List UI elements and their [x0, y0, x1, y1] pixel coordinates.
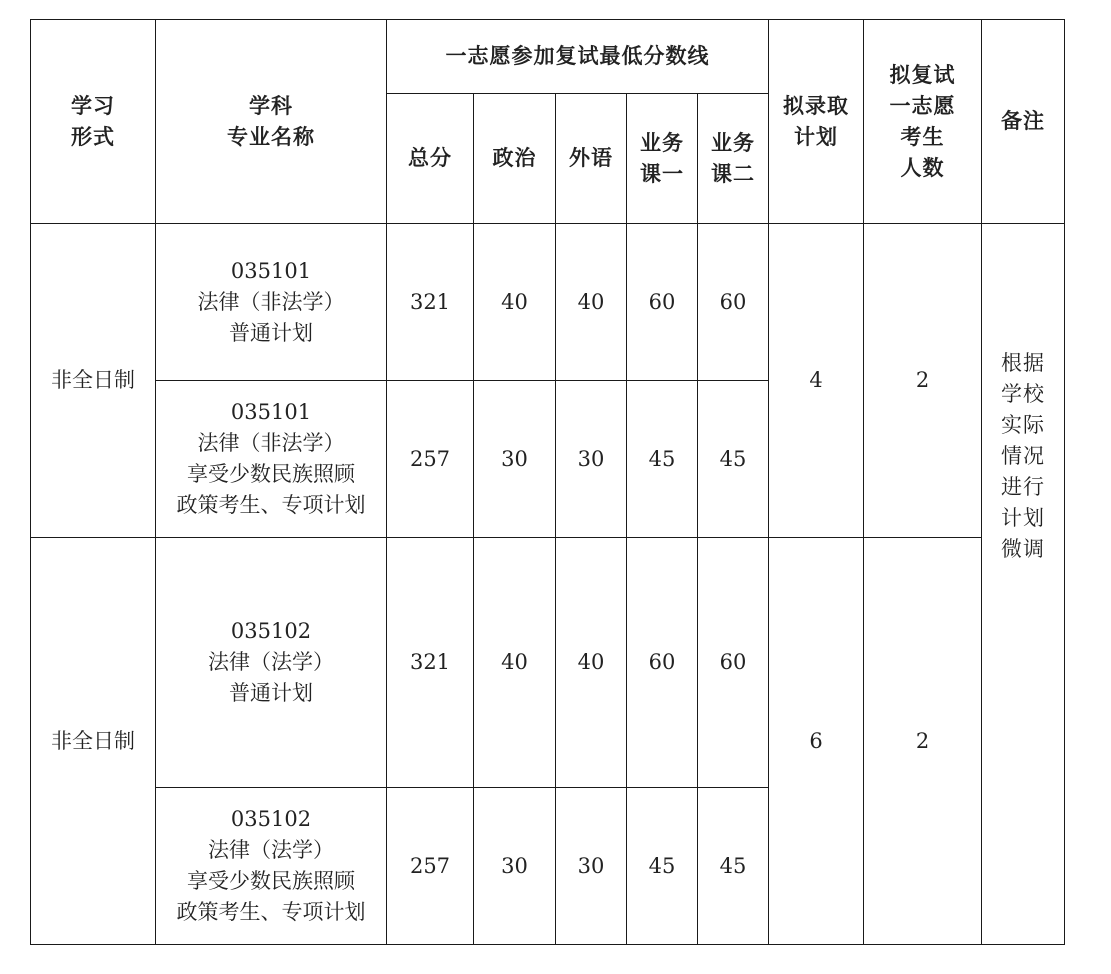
- course-two-score-cell: 45: [698, 788, 769, 945]
- retest-applicants-cell: 2: [864, 538, 982, 945]
- table-row: [31, 224, 1065, 381]
- header-min-score-group: 一志愿参加复试最低分数线: [387, 20, 769, 94]
- header-politics: 政治: [474, 94, 556, 224]
- header-note: 备注: [982, 20, 1065, 224]
- course-one-score-cell: 45: [627, 788, 698, 945]
- header-major-name: 学科 专业名称: [156, 20, 387, 224]
- table-row: [31, 538, 1065, 788]
- major-name-cell: 035101 法律（非法学） 普通计划: [156, 224, 387, 381]
- total-score-cell: 321: [387, 224, 474, 381]
- total-score-cell: 321: [387, 538, 474, 788]
- header-study-form: 学习 形式: [31, 20, 156, 224]
- study-form-cell: 非全日制: [31, 538, 156, 945]
- course-one-score-cell: 45: [627, 381, 698, 538]
- admission-plan-cell: 4: [769, 224, 864, 538]
- course-one-score-cell: 60: [627, 224, 698, 381]
- header-retest-applicants: 拟复试 一志愿 考生 人数: [864, 20, 982, 224]
- total-score-cell: 257: [387, 381, 474, 538]
- politics-score-cell: 40: [474, 538, 556, 788]
- study-form-cell: 非全日制: [31, 224, 156, 538]
- foreign-language-score-cell: 30: [556, 381, 627, 538]
- admission-plan-cell: 6: [769, 538, 864, 945]
- course-two-score-cell: 60: [698, 224, 769, 381]
- score-table: [30, 19, 1065, 945]
- course-two-score-cell: 60: [698, 538, 769, 788]
- total-score-cell: 257: [387, 788, 474, 945]
- course-two-score-cell: 45: [698, 381, 769, 538]
- note-cell: [982, 350, 1065, 945]
- header-course-two: 业务 课二: [698, 94, 769, 224]
- header-course-one: 业务 课一: [627, 94, 698, 224]
- header-foreign-language: 外语: [556, 94, 627, 224]
- politics-score-cell: 30: [474, 381, 556, 538]
- retest-applicants-cell: 2: [864, 224, 982, 538]
- header-total-score: 总分: [387, 94, 474, 224]
- politics-score-cell: 30: [474, 788, 556, 945]
- politics-score-cell: 40: [474, 224, 556, 381]
- major-name-cell: 035101 法律（非法学） 享受少数民族照顾 政策考生、专项计划: [156, 381, 387, 538]
- foreign-language-score-cell: 40: [556, 224, 627, 381]
- major-name-cell: 035102 法律（法学） 普通计划: [156, 538, 387, 788]
- header-admission-plan: 拟录取 计划: [769, 20, 864, 224]
- major-name-cell: 035102 法律（法学） 享受少数民族照顾 政策考生、专项计划: [156, 788, 387, 945]
- foreign-language-score-cell: 30: [556, 788, 627, 945]
- note-text: 根据 学校 实际 情况 进行 计划 微调: [1001, 350, 1045, 561]
- course-one-score-cell: 60: [627, 538, 698, 788]
- foreign-language-score-cell: 40: [556, 538, 627, 788]
